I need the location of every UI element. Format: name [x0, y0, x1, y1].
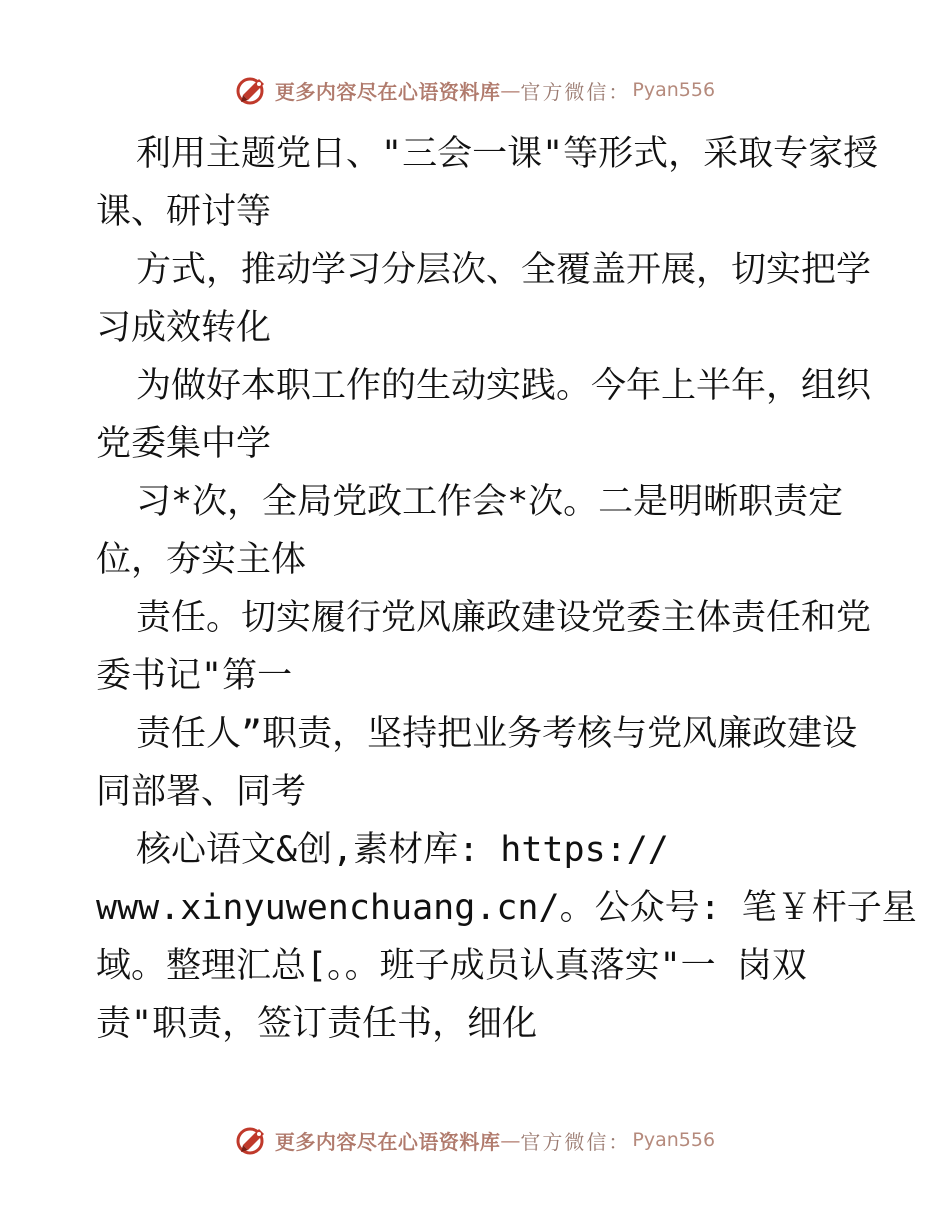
watermark-banner-bottom	[0, 1120, 950, 1160]
body-line: 习成效转化	[96, 308, 272, 348]
body-line: 方式，推动学习分层次、全覆盖开展，切实把学	[136, 250, 872, 290]
body-line: 域。整理汇总[。。班子成员认真落实"一 岗双	[96, 946, 807, 986]
body-line: 利用主题党日、"三会一课"等形式，采取专家授	[136, 134, 879, 174]
body-line: 责"职责，签订责任书，细化	[96, 1004, 538, 1044]
watermark-wechat-label: 官方微信：	[520, 1129, 631, 1154]
body-line: 为做好本职工作的生动实践。今年上半年，组织	[136, 366, 872, 406]
body-line: 课、研讨等	[96, 192, 272, 232]
watermark-dash: —	[500, 78, 521, 102]
body-line: 习*次，全局党政工作会*次。二是明晰职责定	[136, 482, 844, 522]
watermark-wechat-label: 官方微信：	[520, 79, 631, 104]
watermark-wechat-id: Pyan556	[632, 1129, 716, 1151]
watermark-dash: —	[500, 1128, 521, 1152]
body-line: 同部署、同考	[96, 772, 307, 812]
body-line: 委书记"第一	[96, 656, 293, 696]
document-body	[96, 125, 917, 1053]
body-line: 核心语文&创,素材库: https://	[136, 830, 669, 870]
body-line: www.xinyuwenchuang.cn/。公众号: 笔￥杆子星	[96, 888, 917, 928]
body-line: 党委集中学	[96, 424, 272, 464]
watermark-main-text: 更多内容尽在心语资料库	[274, 79, 501, 104]
watermark-banner-top	[0, 70, 950, 110]
body-line: 责任。切实履行党风廉政建设党委主体责任和党	[136, 598, 872, 638]
body-line: 责任人”职责，坚持把业务考核与党风廉政建设	[136, 714, 858, 754]
pen-nib-logo-icon	[235, 1123, 269, 1157]
watermark-main-text: 更多内容尽在心语资料库	[274, 1129, 501, 1154]
pen-nib-logo-icon	[235, 73, 269, 107]
body-line: 位，夯实主体	[96, 540, 307, 580]
watermark-wechat-id: Pyan556	[632, 79, 716, 101]
